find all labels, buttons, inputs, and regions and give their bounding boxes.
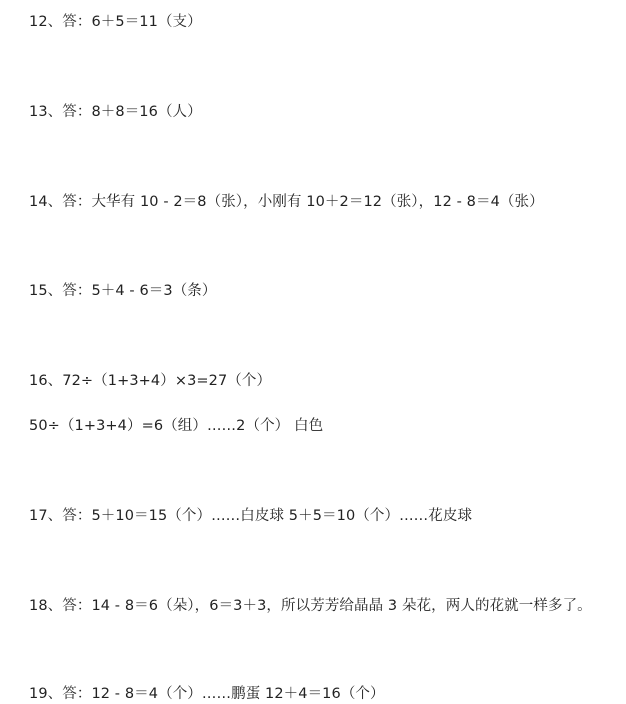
answer-line-19: 19、答：12 - 8＝4（个）……鹏蛋 12＋4＝16（个） [29, 686, 385, 702]
answer-line-16-continued: 50÷（1+3+4）=6（组）……2（个） 白色 [29, 418, 324, 434]
answer-line-17: 17、答：5＋10＝15（个）……白皮球 5＋5＝10（个）……花皮球 [29, 508, 473, 524]
answer-line-12: 12、答：6＋5＝11（支） [29, 14, 202, 30]
answer-line-15: 15、答：5＋4 - 6＝3（条） [29, 283, 217, 299]
answer-line-14: 14、答：大华有 10 - 2＝8（张），小刚有 10＋2＝12（张），12 - 8＝4（张） [29, 194, 544, 210]
answer-line-18: 18、答：14 - 8＝6（朵），6＝3＋3，所以芳芳给晶晶 3 朵花，两人的花就一样多了。 [29, 598, 592, 614]
answer-line-13: 13、答：8＋8＝16（人） [29, 104, 202, 120]
answer-line-16: 16、72÷（1+3+4）×3=27（个） [29, 373, 272, 389]
